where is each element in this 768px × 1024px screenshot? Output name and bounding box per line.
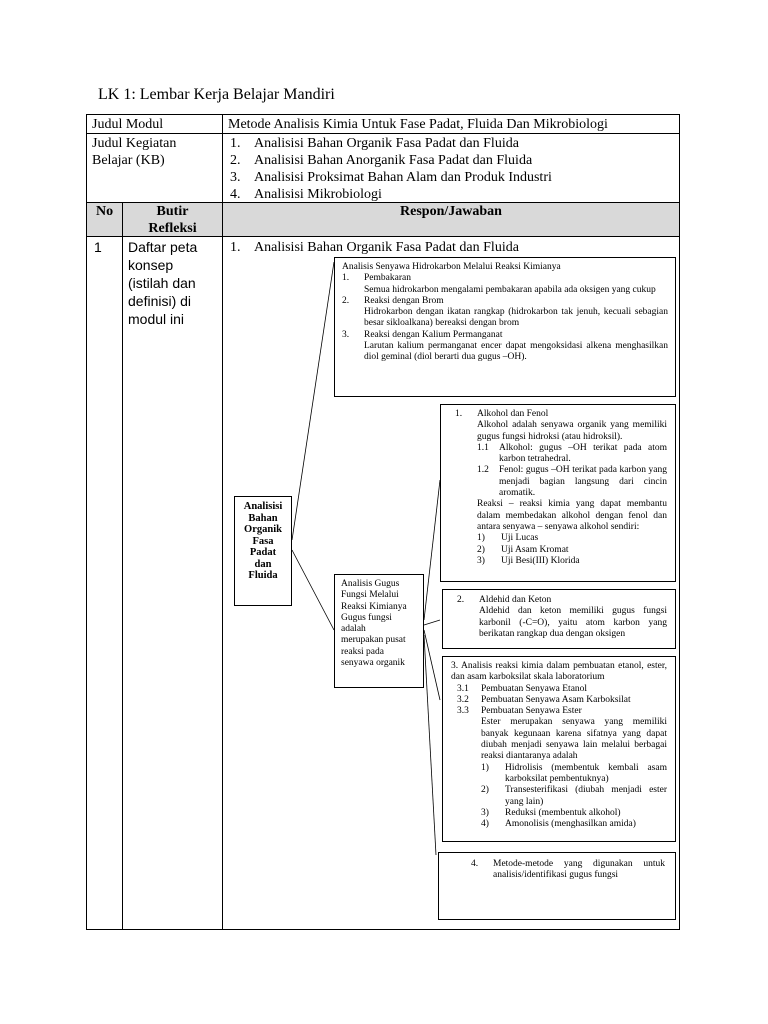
kb-item: 2. Analisisi Bahan Anorganik Fasa Padat dan Fluida — [230, 153, 533, 168]
connector-line — [424, 635, 436, 855]
box-alkohol-fenol: 1. Alkohol dan Fenol Alkohol adalah senyawa organik yang memiliki gugus fungsi hidroksi (atau hidroksil). 1.1 Alkohol: gugus –OH terikat pada atom karbon tetrahedral. 1.2 Fenol: gugus –OH terikat pada karbon yang menjadi bagian langsung dari cincin aromatik. Reaksi – reaksi kimia yang dapat membantu dalam membedakan alkohol dengan fenol dan antara senyawa – senyawa alkohol sendiri: 1) Uji Lucas 2) Uji Asam Kromat 3) Uji Besi(III) Klorida — [440, 404, 676, 582]
kb-item: 1. Analisisi Bahan Organik Fasa Padat dan Fluida — [230, 136, 519, 151]
connector-line — [292, 550, 334, 630]
header-no: No — [96, 204, 114, 219]
box-hidrokarbon: Analisis Senyawa Hidrokarbon Melalui Reaksi Kimianya 1. Pembakaran Semua hidrokarbon mengalami pembakaran apabila ada oksigen yang cukup 2. Reaksi dengan Brom Hidrokarbon dengan ikatan rangkap (hidrokarbon tak jenuh, kecuali sebagian besar sikloalkana) bereaksi dengan brom 3. Reaksi dengan Kalium Permanganat Larutan kalium permanganat encer dapat mengoksidasi alkena menghasilkan diol geminal (diol berarti dua gugus –OH). — [334, 257, 676, 397]
box-title: Analisis Senyawa Hidrokarbon Melalui Reaksi Kimianya — [342, 262, 561, 272]
box-metode-gugus-fungsi: 4. Metode-metode yang digunakan untuk analisis/identifikasi gugus fungsi — [438, 852, 676, 920]
connector-line — [424, 620, 440, 625]
connector-line — [292, 262, 334, 540]
connector-line — [424, 630, 440, 700]
box-reaksi-kimia: 3. Analisis reaksi kimia dalam pembuatan etanol, ester, dan asam karboksilat skala laboratorium 3.1 Pembuatan Senyawa Etanol 3.2 Pembuatan Senyawa Asam Karboksilat 3.3 Pembuatan Senyawa Ester Ester merupakan senyawa yang memiliki banyak kegunaan karena sifatnya yang dapat diubah menjadi senyawa lain melalui berbagai reaksi diantaranya adalah 1) Hidrolisis (membentuk kembali asam karboksilat pembentuknya) 2) Transesterifikasi (diubah menjadi ester yang lain) 3) Reduksi (membentuk alkohol) 4) Amonolisis (menghasilkan amida) — [442, 656, 676, 842]
row-number: 1 — [94, 239, 102, 255]
box-gugus-fungsi: Analisis Gugus Fungsi Melalui Reaksi Kimianya Gugus fungsi adalah merupakan pusat reaksi pada senyawa organik — [334, 574, 424, 688]
page-title: LK 1: Lembar Kerja Belajar Mandiri — [98, 86, 335, 103]
judul-kb-label-line: Belajar (KB) — [92, 153, 165, 168]
judul-kb-label-line: Judul Kegiatan — [92, 136, 177, 151]
connector-line — [424, 480, 440, 620]
respon-heading: 1. Analisisi Bahan Organik Fasa Padat dan Fluida — [230, 240, 519, 255]
butir-refleksi-text: Daftar peta konsep (istilah dan definisi) di modul ini — [128, 239, 198, 327]
box-aldehid-keton: 2. Aldehid dan Keton Aldehid dan keton memiliki gugus fungsi karbonil (-C=O), yaitu atom karbon yang berikatan rangkap dua dengan oksigen — [442, 589, 676, 649]
header-respon: Respon/Jawaban — [400, 204, 502, 219]
header-butir-refleksi: Butir Refleksi — [148, 204, 197, 236]
kb-item: 3. Analisisi Proksimat Bahan Alam dan Produk Industri — [230, 170, 552, 185]
concept-map-center: Analisisi Bahan Organik Fasa Padat dan Fluida — [234, 496, 292, 606]
kb-item: 4. Analisisi Mikrobiologi — [230, 187, 382, 202]
judul-modul-value: Metode Analisis Kimia Untuk Fase Padat, Fluida Dan Mikrobiologi — [228, 117, 608, 132]
judul-modul-label: Judul Modul — [92, 117, 164, 132]
